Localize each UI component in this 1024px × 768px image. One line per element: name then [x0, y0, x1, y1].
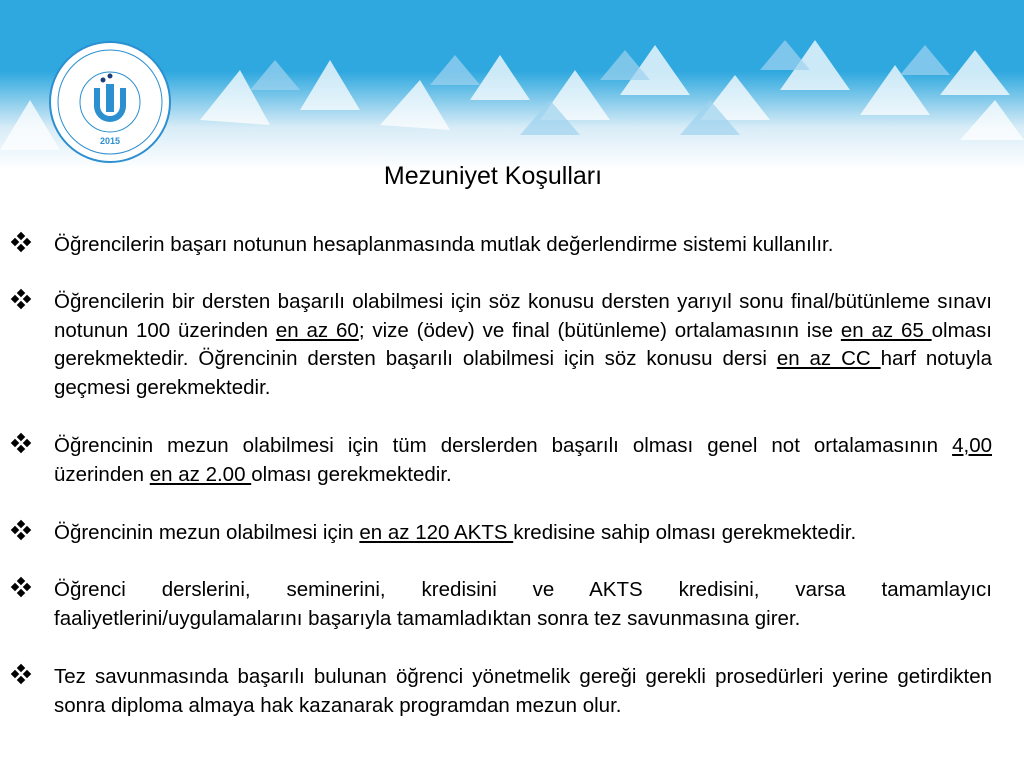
svg-text:2015: 2015 [99, 136, 121, 146]
page-title [0, 162, 986, 191]
diamond-bullet-icon [10, 519, 32, 541]
diamond-bullet-icon [10, 231, 32, 253]
list-item-text: Öğrencinin mezun olabilmesi için tüm derslerden başarılı olması genel not ortalamasının 4,00 üzerinden en az 2.00 olması gerekmektedir. [54, 434, 992, 486]
list-item-text: Öğrenci derslerini, seminerini, kredisini ve AKTS kredisini, varsa tamamlayıcı faaliyetlerini/uygulamalarını başarıyla tamamladıktan sonra tez savunmasına girer. [54, 578, 992, 630]
diamond-bullet-icon [10, 576, 32, 598]
diamond-bullet-icon [10, 432, 32, 454]
list-item-text: Tez savunmasında başarılı bulunan öğrenci yönetmelik gereği gerekli prosedürleri yerine getirdikten sonra diploma almaya hak kazanarak programdan mezun olur. [54, 665, 992, 717]
list-item-text: Öğrencilerin başarı notunun hesaplanmasında mutlak değerlendirme sistemi kullanılır. [54, 233, 834, 256]
university-logo [48, 40, 172, 164]
diamond-bullet-icon [10, 288, 32, 310]
list-item-text: Öğrencilerin bir dersten başarılı olabilmesi için söz konusu dersten yarıyıl sonu final/bütünleme sınavı notunun 100 üzerinden en az 60; vize (ödev) ve final (bütünleme) ortalamasının ise en az 65 olması gerekmektedir. Öğrencinin dersten başarılı olabilmesi için söz konusu dersi en az CC harf notuyla geçmesi gerekmektedir. [54, 290, 993, 399]
page-title-text: Mezuniyet Koşulları [383, 162, 603, 190]
diamond-bullet-icon [10, 663, 32, 685]
list-item-text: Öğrencinin mezun olabilmesi için en az 120 AKTS kredisine sahip olması gerekmektedir. [54, 521, 857, 544]
